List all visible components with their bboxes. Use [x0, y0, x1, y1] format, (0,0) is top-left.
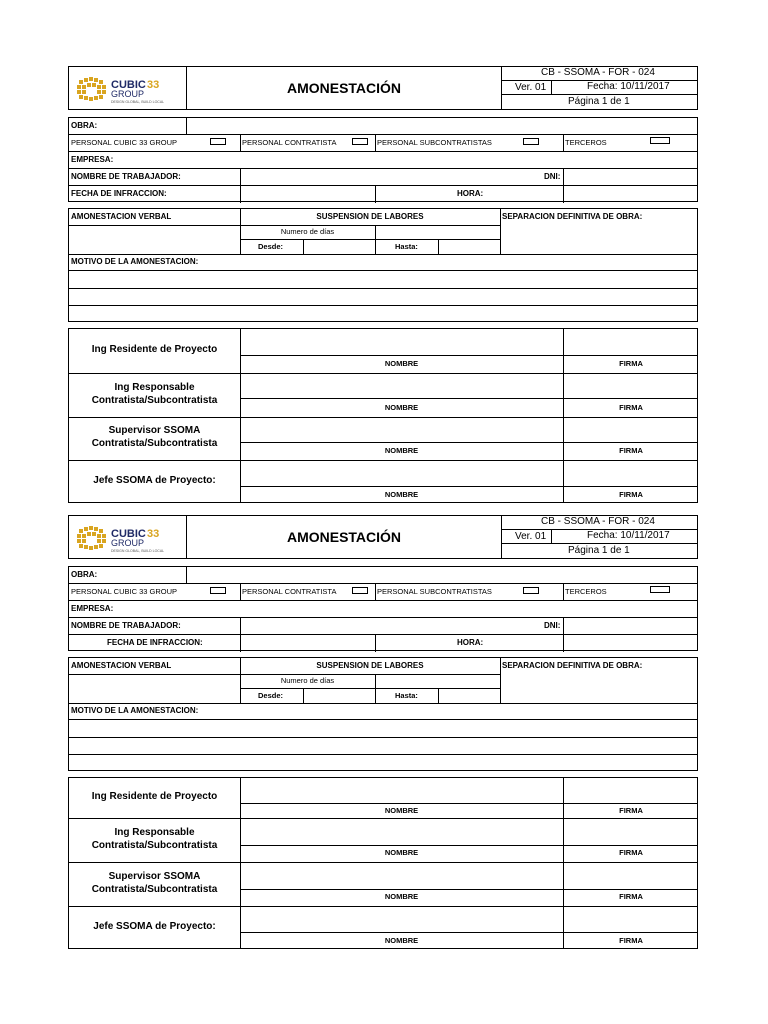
form-version: Ver. 01: [515, 531, 547, 542]
nombre-label: NOMBRE: [384, 490, 419, 499]
sanction-block: [68, 208, 698, 322]
nombre-label: NOMBRE: [384, 446, 419, 455]
terceros-label: TERCEROS: [565, 587, 607, 596]
form-date: Fecha: 10/11/2017: [587, 81, 670, 92]
separacion-label: SEPARACION DEFINITIVA DE OBRA:: [502, 661, 643, 670]
nombre-label: NOMBRE: [384, 848, 419, 857]
hora-label: HORA:: [457, 638, 484, 647]
personal-contratista-label: PERSONAL CONTRATISTA: [242, 587, 337, 596]
hasta-label: Hasta:: [395, 242, 418, 251]
svg-text:33: 33: [147, 79, 160, 91]
dni-label: DNI:: [544, 621, 561, 630]
role-supervisor: Supervisor SSOMA Contratista/Subcontratista: [91, 425, 218, 449]
desde-label: Desde:: [258, 691, 284, 700]
firma-label: FIRMA: [619, 936, 643, 945]
terceros-label: TERCEROS: [565, 138, 607, 147]
obra-label: OBRA:: [71, 121, 98, 130]
form-date: Fecha: 10/11/2017: [587, 530, 670, 541]
personal-subcontratistas-checkbox[interactable]: [523, 587, 539, 594]
sanction-block: [68, 657, 698, 771]
svg-text:DESIGN GLOBAL, BUILD LOCAL: DESIGN GLOBAL, BUILD LOCAL: [111, 100, 165, 104]
personal-cubic-checkbox[interactable]: [210, 138, 226, 145]
desde-label: Desde:: [258, 242, 284, 251]
firma-label: FIRMA: [619, 403, 643, 412]
personal-contratista-checkbox[interactable]: [352, 587, 368, 594]
hora-label: HORA:: [457, 189, 484, 198]
form-code: CB - SSOMA - FOR - 024: [541, 67, 655, 78]
role-jefe: Jefe SSOMA de Proyecto:: [93, 475, 216, 486]
personal-subcontratistas-label: PERSONAL SUBCONTRATISTAS: [377, 138, 492, 147]
terceros-checkbox[interactable]: [650, 586, 670, 593]
nombre-trabajador-label: NOMBRE DE TRABAJADOR:: [71, 621, 181, 630]
nombre-label: NOMBRE: [384, 936, 419, 945]
firma-label: FIRMA: [619, 490, 643, 499]
form-version: Ver. 01: [515, 82, 547, 93]
form-title: AMONESTACIÓN: [286, 80, 402, 96]
svg-text:33: 33: [147, 528, 160, 540]
form-header: [68, 66, 698, 110]
personal-cubic-checkbox[interactable]: [210, 587, 226, 594]
role-responsable: Ing Responsable Contratista/Subcontratista: [91, 827, 218, 851]
separacion-label: SEPARACION DEFINITIVA DE OBRA:: [502, 212, 643, 221]
worker-info-block: [68, 566, 698, 651]
company-logo: [75, 74, 185, 104]
suspension-label: SUSPENSION DE LABORES: [316, 212, 424, 221]
motivo-label: MOTIVO DE LA AMONESTACION:: [71, 706, 199, 715]
suspension-label: SUSPENSION DE LABORES: [316, 661, 424, 670]
personal-subcontratistas-checkbox[interactable]: [523, 138, 539, 145]
personal-cubic-label: PERSONAL CUBIC 33 GROUP: [71, 587, 177, 596]
signature-block: [68, 328, 698, 503]
motivo-label: MOTIVO DE LA AMONESTACION:: [71, 257, 199, 266]
firma-label: FIRMA: [619, 446, 643, 455]
svg-text:GROUP: GROUP: [111, 538, 145, 548]
firma-label: FIRMA: [619, 892, 643, 901]
form-header: [68, 515, 698, 559]
form-title: AMONESTACIÓN: [286, 529, 402, 545]
company-logo: [75, 523, 185, 553]
amonestacion-verbal-label: AMONESTACION VERBAL: [71, 212, 172, 221]
nombre-label: NOMBRE: [384, 806, 419, 815]
form-code: CB - SSOMA - FOR - 024: [541, 516, 655, 527]
terceros-checkbox[interactable]: [650, 137, 670, 144]
empresa-label: EMPRESA:: [71, 155, 114, 164]
nombre-label: NOMBRE: [384, 403, 419, 412]
personal-subcontratistas-label: PERSONAL SUBCONTRATISTAS: [377, 587, 492, 596]
worker-info-block: [68, 117, 698, 202]
signature-block: [68, 777, 698, 949]
nombre-label: NOMBRE: [384, 359, 419, 368]
svg-text:CUBIC: CUBIC: [111, 528, 146, 540]
firma-label: FIRMA: [619, 848, 643, 857]
svg-text:GROUP: GROUP: [111, 89, 145, 99]
numero-dias-label: Numero de días: [280, 676, 335, 685]
nombre-trabajador-label: NOMBRE DE TRABAJADOR:: [71, 172, 181, 181]
form-page: Página 1 de 1: [568, 96, 630, 107]
form-page: Página 1 de 1: [568, 545, 630, 556]
role-jefe: Jefe SSOMA de Proyecto:: [93, 921, 216, 932]
role-responsable: Ing Responsable Contratista/Subcontratista: [91, 382, 218, 406]
empresa-label: EMPRESA:: [71, 604, 114, 613]
role-residente: Ing Residente de Proyecto: [91, 791, 218, 802]
svg-text:CUBIC: CUBIC: [111, 79, 146, 91]
dni-label: DNI:: [544, 172, 561, 181]
personal-contratista-checkbox[interactable]: [352, 138, 368, 145]
nombre-label: NOMBRE: [384, 892, 419, 901]
amonestacion-verbal-label: AMONESTACION VERBAL: [71, 661, 172, 670]
role-supervisor: Supervisor SSOMA Contratista/Subcontratista: [91, 871, 218, 895]
obra-label: OBRA:: [71, 570, 98, 579]
personal-cubic-label: PERSONAL CUBIC 33 GROUP: [71, 138, 177, 147]
personal-contratista-label: PERSONAL CONTRATISTA: [242, 138, 337, 147]
hasta-label: Hasta:: [395, 691, 418, 700]
firma-label: FIRMA: [619, 359, 643, 368]
role-residente: Ing Residente de Proyecto: [91, 344, 218, 355]
firma-label: FIRMA: [619, 806, 643, 815]
svg-text:DESIGN GLOBAL, BUILD LOCAL: DESIGN GLOBAL, BUILD LOCAL: [111, 549, 165, 553]
fecha-infraccion-label: FECHA DE INFRACCION:: [107, 638, 203, 647]
fecha-infraccion-label: FECHA DE INFRACCION:: [71, 189, 167, 198]
numero-dias-label: Numero de días: [280, 227, 335, 236]
